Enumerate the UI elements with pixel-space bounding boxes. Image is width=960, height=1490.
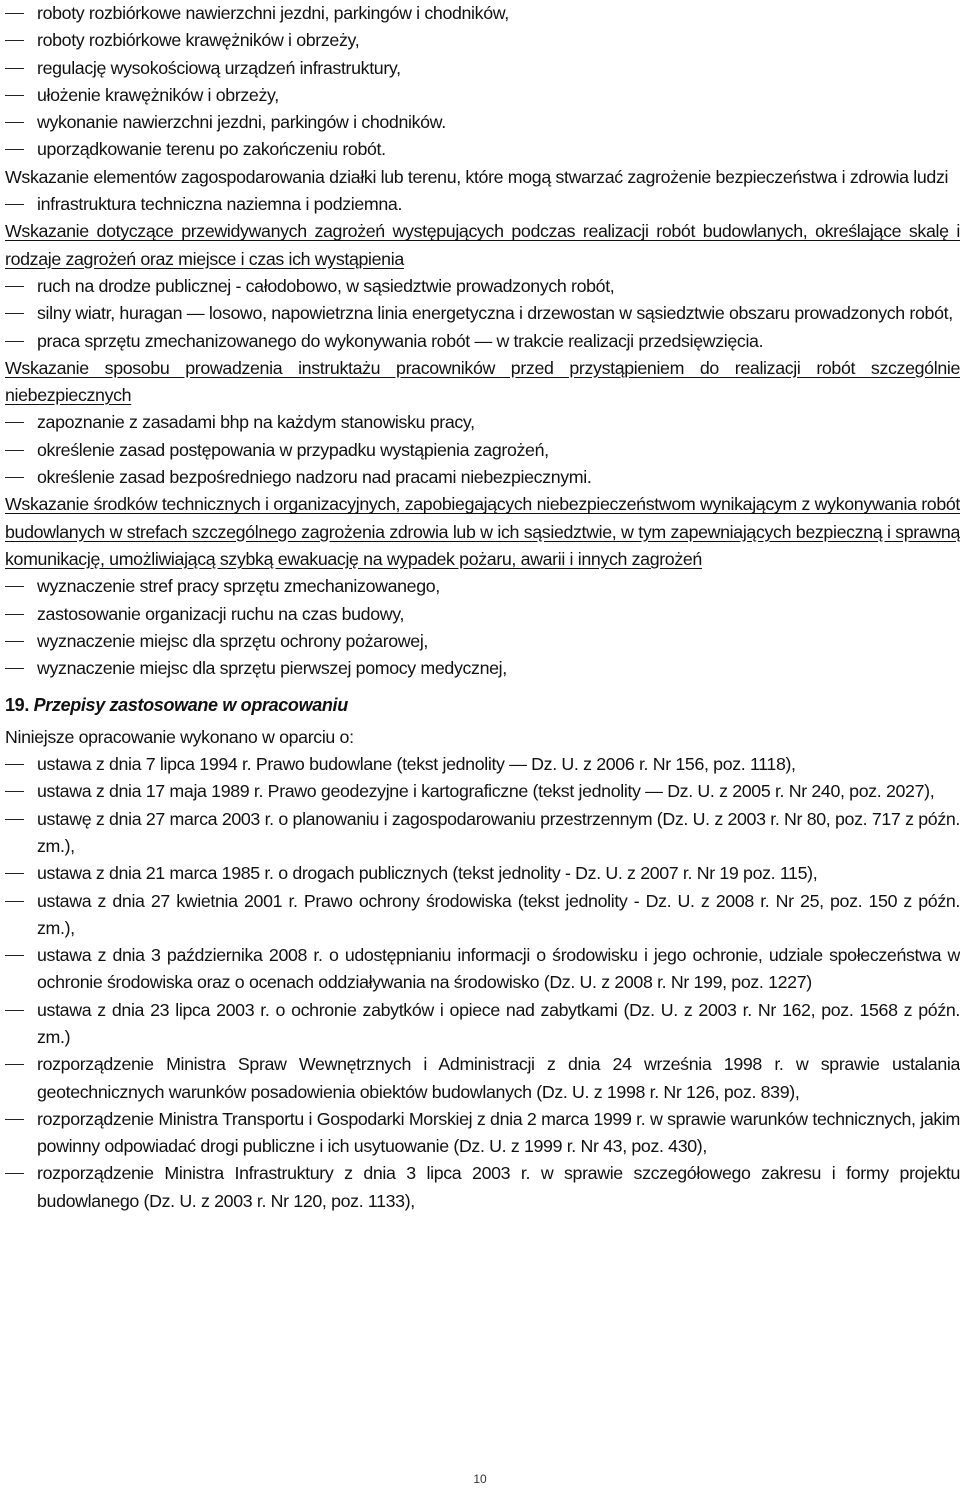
list-item-text: rozporządzenie Ministra Transportu i Gospodarki Morskiej z dnia 2 marca 1999 r. w sprawie warunków technicznych, jakim powinny odpowiadać drogi publiczne i ich usytuowanie (Dz. U. z 1999 r. Nr 43, poz. 430), xyxy=(37,1108,960,1157)
list-item-text: infrastruktura techniczna naziemna i podziemna. xyxy=(37,194,403,215)
section-title-text: Wskazanie sposobu prowadzenia instruktażu pracowników przed przystąpieniem do realizacji robót szczególnie niebezpiecznych xyxy=(5,357,960,406)
list-item xyxy=(5,136,960,163)
list-item xyxy=(5,751,960,778)
list-item xyxy=(5,860,960,887)
list-item xyxy=(5,806,960,861)
list-item-text: ustawa z dnia 21 marca 1985 r. o drogach publicznych (tekst jednolity - Dz. U. z 2007 r. Nr 19 poz. 115), xyxy=(37,863,818,884)
list-item-text: wyznaczenie miejsc dla sprzętu pierwszej pomocy medycznej, xyxy=(37,658,507,679)
list-item-text: określenie zasad postępowania w przypadku wystąpienia zagrożeń, xyxy=(37,439,549,460)
section-heading xyxy=(5,692,960,719)
list-item xyxy=(5,997,960,1052)
list-item-text: praca sprzętu zmechanizowanego do wykonywania robót — w trakcie realizacji przedsięwzięcia. xyxy=(37,330,764,351)
list-item-text: zastosowanie organizacji ruchu na czas budowy, xyxy=(37,603,405,624)
list-item xyxy=(5,300,960,327)
list-item-text: regulację wysokościową urządzeń infrastruktury, xyxy=(37,57,401,78)
list-item-text: uporządkowanie terenu po zakończeniu robót. xyxy=(37,139,386,160)
section-title-text: Wskazanie elementów zagospodarowania działki lub terenu, które mogą stwarzać zagrożenie bezpieczeństwa i zdrowia ludzi xyxy=(5,166,949,187)
list-item-text: ustawa z dnia 3 października 2008 r. o udostępnianiu informacji o środowisku i jego ochronie, udziale społeczeństwa w ochronie środowiska oraz o ocenach oddziaływania na środowisko (Dz. U. z 2008 r. Nr 199, poz. 1227) xyxy=(37,945,960,993)
list-item-text: rozporządzenie Ministra Infrastruktury z dnia 3 lipca 2003 r. w sprawie szczegółowego zakresu i formy projektu budowlanego (Dz. U. z 2003 r. Nr 120, poz. 1133), xyxy=(37,1163,960,1211)
section-instruction-title xyxy=(5,355,960,410)
list-item xyxy=(5,655,960,682)
list-item-text: ustawa z dnia 17 maja 1989 r. Prawo geodezyjne i kartograficzne (tekst jednolity — Dz. U. z 2005 r. Nr 240, poz. 2027), xyxy=(37,781,935,802)
list-item xyxy=(5,82,960,109)
list-item-text: ruch na drodze publicznej - całodobowo, w sąsiedztwie prowadzonych robót, xyxy=(37,275,615,296)
list-item-text: wykonanie nawierzchni jezdni, parkingów i chodników. xyxy=(37,112,446,133)
list-item xyxy=(5,409,960,436)
list-item xyxy=(5,1106,960,1161)
top-list xyxy=(5,0,960,164)
list-item-text: ułożenie krawężników i obrzeży, xyxy=(37,84,279,105)
section-elements-title xyxy=(5,164,960,191)
section-measures-title xyxy=(5,491,960,573)
list-item xyxy=(5,1160,960,1215)
list-item-text: wyznaczenie stref pracy sprzętu zmechanizowanego, xyxy=(37,576,440,597)
list-item xyxy=(5,778,960,805)
section-title-text: Wskazanie środków technicznych i organizacyjnych, zapobiegających niebezpieczeństwom wynikającym z wykonywania robót budowlanych w strefach szczególnego zagrożenia zdrowia lub w ich sąsiedztwie, w tym zapewniających bezpieczną i sprawną komunikację, umożliwiającą szybką ewakuację na wypadek pożaru, awarii i innych zagrożeń xyxy=(5,494,960,569)
section-number: 19. xyxy=(5,695,29,716)
list-item xyxy=(5,328,960,355)
list-item xyxy=(5,55,960,82)
section-heading-text: Przepisy zastosowane w opracowaniu xyxy=(33,695,348,716)
list-item xyxy=(5,942,960,997)
list-item xyxy=(5,437,960,464)
list-item xyxy=(5,109,960,136)
list-item xyxy=(5,27,960,54)
list-item xyxy=(5,573,960,600)
list-item xyxy=(5,191,960,218)
page-content xyxy=(5,0,960,1215)
list-item-text: zapoznanie z zasadami bhp na każdym stanowisku pracy, xyxy=(37,412,475,433)
list-item-text: wyznaczenie miejsc dla sprzętu ochrony pożarowej, xyxy=(37,630,429,651)
list-item xyxy=(5,1051,960,1106)
list-item xyxy=(5,273,960,300)
list-item-text: rozporządzenie Ministra Spraw Wewnętrznych i Administracji z dnia 24 września 1998 r. w sprawie ustalania geotechnicznych warunków posadowienia obiektów budowlanych (Dz. U. z 1998 r. Nr 126, poz. 839), xyxy=(37,1054,960,1102)
list-item-text: ustawa z dnia 23 lipca 2003 r. o ochronie zabytków i opiece nad zabytkami (Dz. U. z 2003 r. Nr 162, poz. 1568 z późn. zm.) xyxy=(37,999,960,1047)
list-item-text: ustawę z dnia 27 marca 2003 r. o planowaniu i zagospodarowaniu przestrzennym (Dz. U. z 2003 r. Nr 80, poz. 717 z późn. zm.), xyxy=(37,808,960,856)
list-item-text: ustawa z dnia 7 lipca 1994 r. Prawo budowlane (tekst jednolity — Dz. U. z 2006 r. Nr 156, poz. 1118), xyxy=(37,754,796,775)
list-item xyxy=(5,464,960,491)
list-item-text: silny wiatr, huragan — losowo, napowietrzna linia energetyczna i drzewostan w sąsiedztwie obszaru prowadzonych robót, xyxy=(37,303,953,324)
list-item xyxy=(5,628,960,655)
page-number: 10 xyxy=(473,1472,487,1486)
section-title-text: Wskazanie dotyczące przewidywanych zagrożeń występujących podczas realizacji robót budowlanych, określające skalę i rodzaje zagrożeń oraz miejsce i czas ich wystąpienia xyxy=(5,221,960,269)
list-item xyxy=(5,888,960,943)
list-item-text: roboty rozbiórkowe krawężników i obrzeży, xyxy=(37,30,360,51)
list-item-text: roboty rozbiórkowe nawierzchni jezdni, parkingów i chodników, xyxy=(37,3,509,23)
list-item xyxy=(5,601,960,628)
list-item-text: ustawa z dnia 27 kwietnia 2001 r. Prawo ochrony środowiska (tekst jednolity - Dz. U. z 2008 r. Nr 25, poz. 150 z późn. zm.), xyxy=(37,890,960,938)
section-hazards-title xyxy=(5,218,960,273)
list-item xyxy=(5,0,960,27)
list-item-text: określenie zasad bezpośredniego nadzoru nad pracami niebezpiecznymi. xyxy=(37,467,592,488)
section-intro: Niniejsze opracowanie wykonano w oparciu o: xyxy=(5,726,354,747)
